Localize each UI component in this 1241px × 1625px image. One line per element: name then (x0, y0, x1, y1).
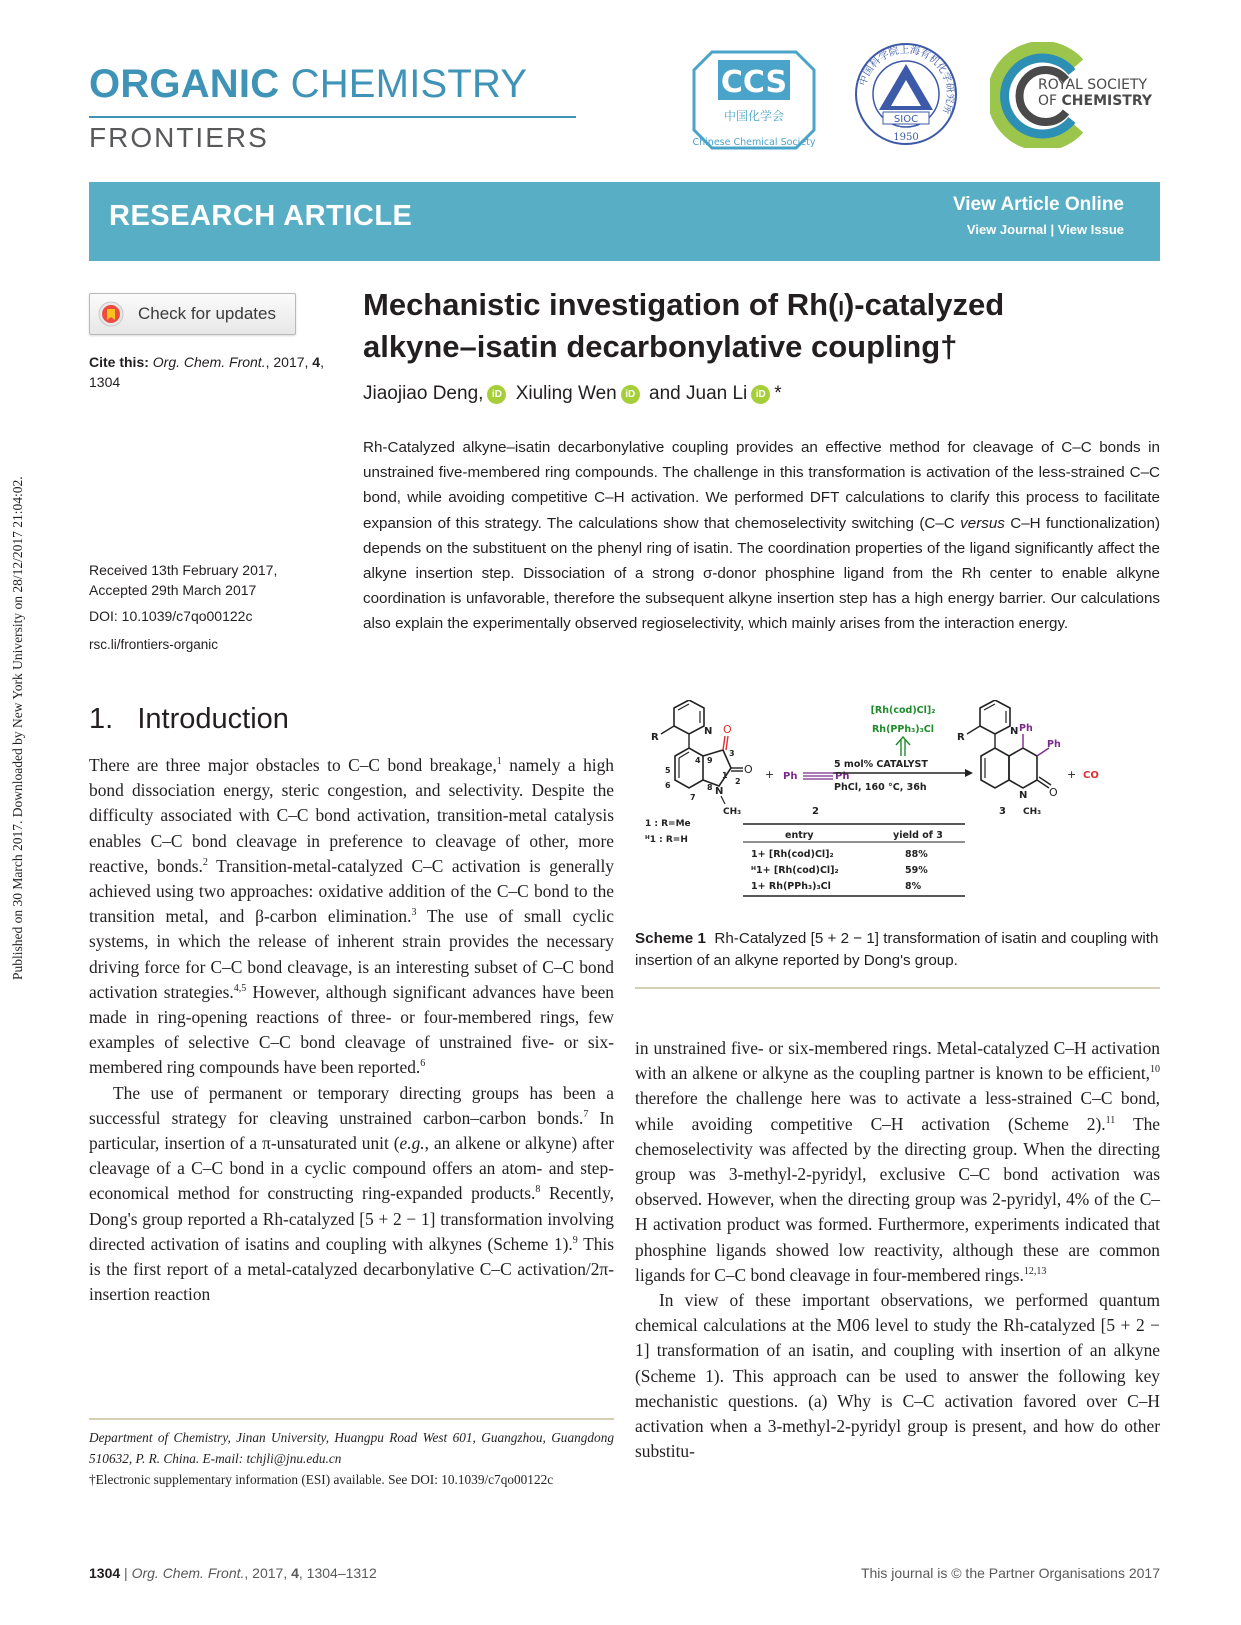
intro-paragraph-3: in unstrained five- or six-membered rings. Metal-catalyzed C–H activation with an alkene or alkyne as the coupling partner is known to be efficient,$^{10}$ therefore the challenge here was to activate a less-strained C–C bond, while avoiding competitive C–H activation (Scheme 2).$^{11}$ The chemoselectivity was affected by the directing group. When the directing group was 3-methyl-2-pyridyl, exclusive C–C bond activation was observed. However, when the directing group was 2-pyridyl, 4% of the C–H activation product was formed. Furthermore, experiments indicated that phosphine ligands showed low reactivity, although these are common ligands for C–C bond cleavage in four-membered rings.$^{12,13}$ (635, 1038, 1160, 1285)
ccs-logo (690, 48, 818, 152)
banner-link-separator: | (1050, 222, 1055, 237)
check-updates-icon (98, 301, 124, 327)
page-footer-right: This journal is © the Partner Organisations 2017 (860, 1565, 1160, 1581)
footnote-rule (89, 1418, 614, 1420)
scheme-1-graphic (635, 700, 1160, 920)
scheme-1-caption (635, 928, 1160, 972)
svg-text:9: 9 (707, 756, 713, 765)
scheme-legend-1: 1 : R=Me (645, 819, 691, 829)
ccs-emblem-icon (690, 48, 818, 152)
journal-title-rule (89, 116, 576, 118)
svg-text:R: R (957, 732, 965, 743)
svg-text:8: 8 (707, 783, 713, 792)
sioc-year: 1950 (893, 132, 919, 143)
svg-text:CH₃: CH₃ (1023, 807, 1042, 817)
sioc-label: SIOC (893, 114, 919, 125)
affiliation-footnote: Department of Chemistry, Jinan University, Huangpu Road West 601, Guangzhou, Guangdong 510632, P. R. China. E-mail: tchjli@jnu.edu.cn (89, 1430, 614, 1466)
intro-paragraph-1: There are three major obstacles to C–C bond breakage,$^1$ namely a high bond dissociation energy, steric congestion, and selectivity. Despite the difficulty associated with C–C bond activation, transition-metal catalysis enables C–C bond cleavage in preference to cleavage of other, more reactive, bonds.$^2$ Transition-metal-catalyzed C–C activation is generally achieved using two approaches: oxidative addition of the C–C bond to the transition metal, and β-carbon elimination.$^3$ The use of small cyclic systems, in which the release of inherent strain provides the necessary driving force for C–C bond cleavage, is an interesting subset of C–C bond activation strategies.$^{4,5}$ However, although significant advances have been made in ring-opening reactions of three- or four-membered rings, few examples of selective C–C bond cleavage of unstrained five- or six-membered ring compounds have been reported.$^6$ (89, 755, 614, 1078)
svg-text:Ph: Ph (1019, 723, 1033, 734)
scheme-catalyst-1: [Rh(cod)Cl]₂ (870, 705, 936, 716)
scheme-rule (635, 987, 1160, 989)
svg-text:N: N (704, 726, 713, 737)
abstract-versus: versus (960, 514, 1005, 532)
doi[interactable]: DOI: 10.1039/c7qo00122c (89, 608, 253, 624)
svg-text:Ph: Ph (783, 771, 798, 782)
svg-text:CH₃: CH₃ (723, 807, 742, 817)
ccs-chinese-name: 中国化学会 (723, 109, 785, 123)
svg-text:1: 1 (722, 771, 728, 780)
sioc-ring-text: 中国科学院上海有机化学研究所 (857, 44, 956, 116)
footer-pages: , 1304–1312 (298, 1565, 377, 1581)
footer-journal: Org. Chem. Front. (131, 1565, 245, 1581)
intro-paragraph-2: The use of permanent or temporary directing groups has been a successful strategy for cleaving unstrained carbon–carbon bonds.$^7$ In particular, insertion of a π-unsaturated unit (e.g., an alkene or alkyne) after cleavage of a C–C bond in a cyclic compound offers an atom- and step-economical method for constructing ring-expanded products.$^8$ Recently, Dong's group reported a Rh-catalyzed [5 + 2 − 1] transformation involving directed activation of isatins and coupling with alkynes (Scheme 1).$^9$ This is the first report of a metal-catalyzed decarbonylative C–C activation/2π-insertion reaction (89, 1082, 614, 1305)
accepted-date: Accepted 29th March 2017 (89, 582, 257, 598)
page-number: 1304 (89, 1565, 121, 1581)
svg-text:O: O (723, 723, 732, 736)
check-for-updates-label: Check for updates (138, 304, 276, 323)
svg-text:R: R (651, 732, 659, 743)
journal-subtitle: FRONTIERS (89, 122, 269, 153)
abstract-part-2: C–H functionalization) depends on the substituent on the phenyl ring of isatin. The coordination properties of the ligand significantly affect the alkyne insertion step. Dissociation of a strong σ-donor phosphine ligand from the Rh center to enable alkyne coordination is unfavorable, therefore the subsequent alkyne insertion step has a high energy barrier. Our calculations also explain the experimentally observed regioselectivity, which mainly arises from the interaction energy. (363, 514, 1160, 633)
journal-url[interactable]: rsc.li/frontiers-organic (89, 637, 219, 652)
svg-text:O: O (1049, 786, 1058, 799)
scheme-1 (635, 700, 1160, 920)
ccs-english-name: Chinese Chemical Society (692, 137, 816, 148)
scheme-table-entry: ᴴ1+ [Rh(cod)Cl]₂ (751, 865, 839, 876)
svg-text:O: O (744, 763, 753, 776)
page-footer-left (89, 1565, 377, 1581)
rsc-line1: ROYAL SOCIETY (1038, 77, 1148, 93)
svg-text:Ph: Ph (1047, 739, 1061, 750)
orcid-icon[interactable]: iD (751, 385, 770, 404)
footer-volume: 4 (291, 1565, 299, 1581)
cite-pages: , 1304 (89, 354, 324, 390)
cite-label: Cite this: (89, 354, 149, 370)
section-number: 1. (89, 703, 114, 735)
svg-text:N: N (1010, 726, 1019, 737)
footnotes (89, 1427, 614, 1490)
scheme-table-yield: 59% (905, 865, 928, 876)
svg-text:2: 2 (735, 777, 741, 786)
title-line1-a: Mechanistic investigation of Rh( (363, 287, 839, 322)
scheme-legend-2: ᴴ1 : R=H (645, 835, 688, 845)
svg-text:4: 4 (695, 756, 701, 765)
footer-separator: | (124, 1565, 128, 1581)
article-type-label: RESEARCH ARTICLE (109, 200, 413, 232)
article-title (363, 286, 1123, 365)
scheme-table-yield: 8% (905, 881, 922, 892)
section-title: Introduction (137, 703, 289, 735)
cite-journal: Org. Chem. Front. (152, 354, 266, 370)
svg-text:3: 3 (729, 749, 735, 758)
scheme-conditions-bottom: PhCl, 160 °C, 36h (834, 782, 927, 793)
svg-text:N: N (715, 786, 724, 797)
author-wen[interactable]: Xiuling Wen (515, 383, 617, 404)
svg-text:+: + (1067, 768, 1077, 781)
dates-block (89, 560, 349, 600)
citation-block (89, 352, 349, 392)
author-deng[interactable]: Jiaojiao Deng, (363, 383, 484, 404)
author-li[interactable]: and Juan Li (649, 383, 748, 404)
sioc-emblem-icon (853, 42, 959, 150)
abstract (363, 435, 1160, 637)
scheme-catalyst-2: Rh(PPh₃)₃Cl (871, 724, 935, 735)
orcid-icon[interactable]: iD (621, 385, 640, 404)
title-line2: alkyne–isatin decarbonylative coupling† (363, 329, 958, 364)
journal-title (89, 62, 527, 107)
svg-text:N: N (1019, 790, 1028, 801)
svg-text:+: + (765, 768, 775, 781)
svg-text:2: 2 (812, 806, 819, 817)
title-oxidation-state: I (838, 298, 844, 320)
scheme-conditions-top: 5 mol% CATALYST (834, 759, 928, 770)
section-heading-introduction (89, 703, 289, 736)
publication-stamp: Published on 30 March 2017. Downloaded by New York University on 28/12/2017 21:04:02. (10, 476, 25, 980)
abstract-part-1: Rh-Catalyzed alkyne–isatin decarbonylative coupling provides an effective method for cleavage of C–C bonds in unstrained five-membered ring compounds. The challenge in this transformation is activation of the less-strained C–C bond, while avoiding competitive C–H activation. We performed DFT calculations to clarify this process to facilitate expansion of this strategy. The calculations show that chemoselectivity switching (C–C (363, 439, 1160, 532)
banner-links (967, 222, 1124, 237)
scheme-table-header-yield: yield of 3 (893, 830, 943, 841)
author-list (363, 383, 782, 405)
view-journal-link[interactable]: View Journal (966, 222, 1047, 237)
svg-text:3: 3 (999, 806, 1006, 817)
orcid-icon[interactable]: iD (487, 385, 506, 404)
intro-left-column (89, 753, 614, 1307)
article-type-banner (89, 182, 1160, 261)
scheme-table-yield: 88% (905, 849, 928, 860)
intro-paragraph-4: In view of these important observations, we performed quantum chemical calculations at the M06 level to study the Rh-catalyzed [5 + 2 − 1] transformation of an isatin, and coupling with insertion of an alkyne (Scheme 1). This approach can be used to answer the following key mechanistic questions. (a) Why is C–C activation favored over C–H activation when a 3-methyl-2-pyridyl group is present, and how do other substitu- (635, 1290, 1160, 1462)
rsc-emblem-icon (990, 42, 1160, 148)
rsc-logo (990, 42, 1160, 148)
intro-right-column (635, 1036, 1160, 1464)
view-issue-link[interactable]: View Issue (1057, 222, 1124, 237)
check-for-updates-button[interactable] (89, 293, 296, 335)
footer-year: , 2017, (244, 1565, 292, 1581)
received-date: Received 13th February 2017, (89, 562, 278, 578)
svg-text:Ph: Ph (835, 771, 850, 782)
scheme-table-entry: 1+ [Rh(cod)Cl]₂ (751, 849, 834, 860)
ccs-letters: CCS (720, 65, 788, 100)
sioc-logo (853, 42, 959, 150)
svg-text:5: 5 (665, 766, 671, 775)
view-article-online-link[interactable]: View Article Online (952, 194, 1124, 215)
esi-footnote: †Electronic supplementary information (ESI) available. See DOI: 10.1039/c7qo00122c (89, 1472, 554, 1487)
svg-text:6: 6 (665, 781, 671, 790)
journal-title-bold: ORGANIC (89, 62, 280, 106)
journal-title-light: CHEMISTRY (290, 62, 528, 106)
scheme-table-header-entry: entry (785, 830, 814, 841)
scheme-caption-label: Scheme 1 (635, 930, 706, 947)
svg-text:CO: CO (1083, 770, 1099, 781)
cite-volume: 4 (312, 354, 321, 370)
rsc-line2: OF CHEMISTRY (1038, 93, 1153, 109)
scheme-caption-text: Rh-Catalyzed [5 + 2 − 1] transformation of isatin and coupling with insertion of an alkyne reported by Dong's group. (635, 930, 1159, 969)
corresponding-author-mark: * (774, 383, 782, 404)
svg-text:7: 7 (690, 793, 696, 802)
cite-year: , 2017, (265, 354, 313, 370)
title-line1-b: )-catalyzed (843, 287, 1005, 322)
scheme-table-entry: 1+ Rh(PPh₃)₃Cl (751, 881, 831, 892)
